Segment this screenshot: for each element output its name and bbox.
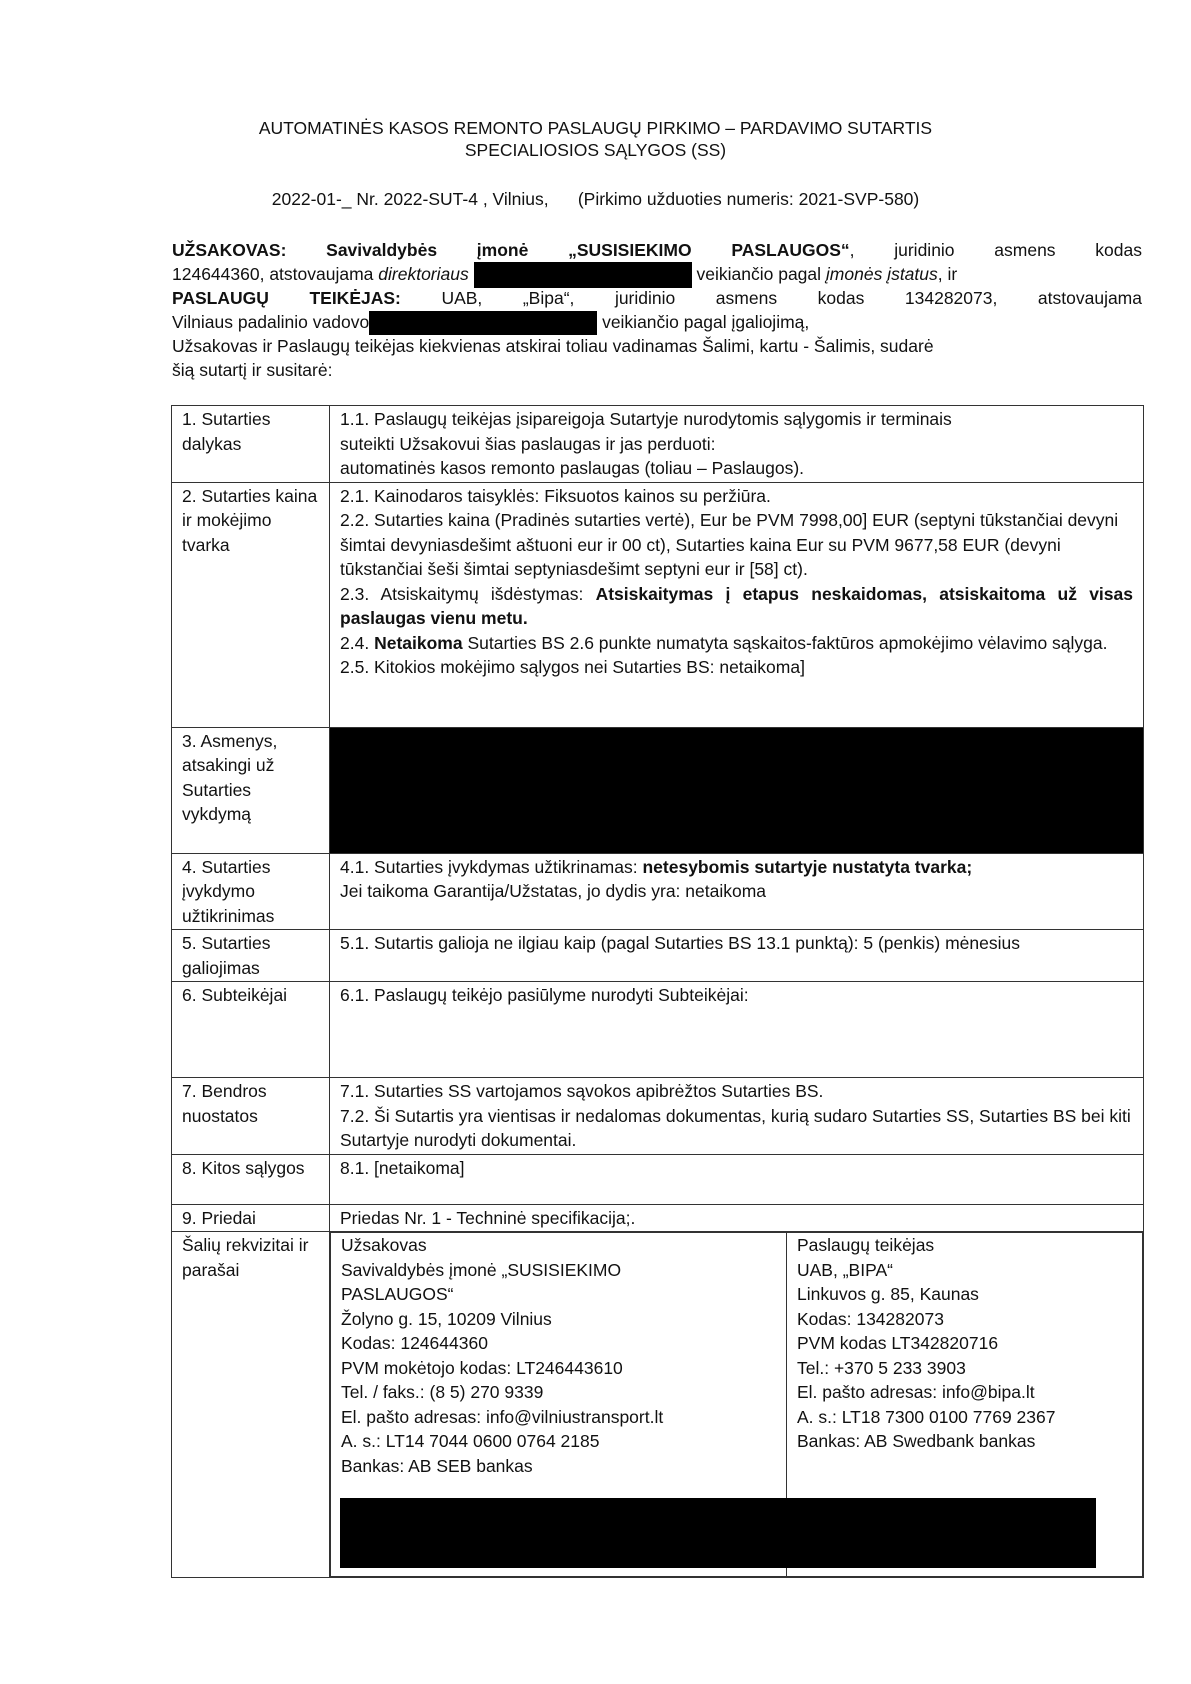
- table-row: [172, 1232, 1144, 1578]
- clause-1-1-subject: automatinės kasos remonto paslaugas (toliau – Paslaugos).: [340, 458, 805, 478]
- clause-2-4: [340, 631, 1133, 656]
- intro-line-3: [172, 286, 1142, 310]
- intro-line-4: [172, 310, 1142, 335]
- client-line: Kodas: 124644360: [341, 1333, 488, 1353]
- section-content: 6.1. Paslaugų teikėjo pasiūlyme nurodyti Subteikėjai:: [330, 982, 1144, 1078]
- table-row: [172, 727, 1144, 853]
- provider-line: El. pašto adresas: info@bipa.lt: [797, 1382, 1035, 1402]
- document-subtitle: SPECIALIOSIOS SĄLYGOS (SS): [464, 140, 727, 160]
- client-line: PASLAUGOS“: [341, 1284, 454, 1304]
- intro-line-2: [172, 262, 1142, 288]
- signatures-cell: [330, 1232, 1144, 1578]
- table-row: [172, 930, 1144, 982]
- conditions-table: [171, 405, 1144, 1578]
- section-label: 1. Sutarties dalykas: [172, 406, 330, 483]
- table-row: [172, 482, 1144, 727]
- clause-2-3-value: Atsiskaitymas į etapus neskaidomas, atsiskaitoma už visas paslaugas vienu metu.: [340, 583, 1133, 628]
- section-content: Priedas Nr. 1 - Techninė specifikacija;.: [330, 1204, 1144, 1232]
- section-label: 5. Sutarties galiojimas: [172, 930, 330, 982]
- client-line: Užsakovas: [341, 1235, 427, 1255]
- client-basis: įmonės įstatus: [825, 264, 938, 284]
- provider-line: UAB, „BIPA“: [797, 1259, 893, 1280]
- section-label: 7. Bendros nuostatos: [172, 1078, 330, 1155]
- clause-1-1: 1.1. Paslaugų teikėjas įsipareigoja Sutartyje nurodytomis sąlygomis ir terminais: [340, 409, 952, 429]
- client-rep-role: direktoriaus: [378, 264, 469, 284]
- clause-7-1: 7.1. Sutarties SS vartojamos sąvokos apibrėžtos Sutarties BS.: [340, 1081, 824, 1101]
- client-code-text: , juridinio asmens kodas: [849, 240, 1143, 260]
- section-label: 6. Subteikėjai: [172, 982, 330, 1078]
- section-content: [330, 482, 1144, 727]
- client-label: UŽSAKOVAS:: [172, 240, 287, 260]
- provider-text: UAB, „Bipa“, juridinio asmens kodas 134282073, atstovaujama: [441, 288, 1142, 308]
- clause-2-5: 2.5. Kitokios mokėjimo sąlygos nei Sutarties BS: netaikoma]: [340, 657, 805, 677]
- client-requisites: [331, 1233, 787, 1577]
- client-line: Bankas: AB SEB bankas: [341, 1455, 533, 1476]
- client-line: A. s.: LT14 7044 0600 0764 2185: [341, 1431, 600, 1451]
- clause-2-4-text: Sutarties BS 2.6 punkte numatyta sąskaitos-faktūros apmokėjimo vėlavimo sąlyga.: [467, 632, 1108, 653]
- clause-2-2: 2.2. Sutarties kaina (Pradinės sutarties vertė), Eur be PVM 7998,00] EUR (septyni tūkstančiai devyni šimtai devyniasdešimt aštuoni eur ir 00 ct), Sutarties kaina Eur su PVM 9677,58 EUR (devyni tūkstančiai šeši šimtai septyniasdešimt septyni eur ir [58] ct).: [340, 510, 1119, 579]
- client-line: Žolyno g. 15, 10209 Vilnius: [341, 1308, 552, 1329]
- provider-line: Linkuvos g. 85, Kaunas: [797, 1284, 979, 1304]
- section-content: [330, 1078, 1144, 1155]
- client-line: Tel. / faks.: (8 5) 270 9339: [341, 1382, 544, 1402]
- redacted-client-rep: [474, 262, 692, 288]
- client-acting: veikiančio pagal: [696, 264, 822, 284]
- clause-2-3-label: 2.3. Atsiskaitymų išdėstymas:: [340, 583, 584, 604]
- section-label: 4. Sutarties įvykdymo užtikrinimas: [172, 853, 330, 930]
- section-content: 5.1. Sutartis galioja ne ilgiau kaip (pagal Sutarties BS 13.1 punktą): 5 (penkis) mėnesius: [330, 930, 1144, 982]
- client-name: Savivaldybės įmonė „SUSISIEKIMO PASLAUGOS“: [326, 240, 850, 260]
- section-content: [330, 406, 1144, 483]
- intro-line-1: [172, 238, 1142, 262]
- section-label: 8. Kitos sąlygos: [172, 1154, 330, 1204]
- table-row: [172, 1204, 1144, 1232]
- section-label: Šalių rekvizitai ir parašai: [172, 1232, 330, 1578]
- clause-1-1-cont: suteikti Užsakovui šias paslaugas ir jas perduoti:: [340, 433, 716, 454]
- redacted-signatures: [340, 1498, 1096, 1568]
- client-code-line: 124644360, atstovaujama: [172, 264, 374, 284]
- clause-4-1: [340, 855, 1133, 880]
- provider-line: Tel.: +370 5 233 3903: [797, 1357, 966, 1378]
- purchase-task-number: (Pirkimo užduoties numeris: 2021-SVP-580): [577, 189, 920, 209]
- document-title: AUTOMATINĖS KASOS REMONTO PASLAUGŲ PIRKIMO – PARDAVIMO SUTARTIS: [258, 118, 933, 138]
- client-line: Savivaldybės įmonė „SUSISIEKIMO: [341, 1259, 622, 1280]
- intro-line-6: šią sutartį ir susitarė:: [172, 360, 333, 380]
- section-label: 2. Sutarties kaina ir mokėjimo tvarka: [172, 482, 330, 727]
- provider-line: A. s.: LT18 7300 0100 7769 2367: [797, 1406, 1056, 1427]
- section-label: 9. Priedai: [172, 1204, 330, 1232]
- clause-2-3: [340, 582, 1133, 631]
- provider-line: Paslaugų teikėjas: [797, 1235, 935, 1255]
- provider-rep-role: Vilniaus padalinio vadovo: [172, 312, 370, 332]
- client-line: El. pašto adresas: info@vilniustransport.lt: [341, 1406, 664, 1427]
- client-requisites-list: [341, 1233, 786, 1478]
- section-content: 8.1. [netaikoma]: [330, 1154, 1144, 1204]
- client-line: PVM mokėtojo kodas: LT246443610: [341, 1357, 623, 1378]
- table-row: [172, 1154, 1144, 1204]
- table-row: [172, 406, 1144, 483]
- table-row: [172, 1078, 1144, 1155]
- clause-4-guarantee: Jei taikoma Garantija/Užstatas, jo dydis yra: netaikoma: [340, 881, 767, 901]
- clause-2-1: 2.1. Kainodaros taisyklės: Fiksuotos kainos su peržiūra.: [340, 485, 771, 506]
- provider-line: Kodas: 134282073: [797, 1308, 944, 1329]
- table-row: [172, 853, 1144, 930]
- intro-line-5: Užsakovas ir Paslaugų teikėjas kiekvienas atskirai toliau vadinamas Šalimi, kartu - Šalimis, sudarė: [172, 336, 934, 356]
- clause-2-4-bold: Netaikoma: [374, 632, 463, 653]
- clause-7-2: 7.2. Ši Sutartis yra vientisas ir nedalomas dokumentas, kurią sudaro Sutarties SS, Sutarties BS bei kiti Sutartyje nurodyti dokumentai.: [340, 1105, 1131, 1150]
- provider-label: PASLAUGŲ TEIKĖJAS:: [172, 288, 401, 308]
- provider-line: Bankas: AB Swedbank bankas: [797, 1431, 1036, 1451]
- provider-line: PVM kodas LT342820716: [797, 1333, 999, 1353]
- client-and: , ir: [937, 264, 958, 284]
- clause-4-1-label: 4.1. Sutarties įvykdymas užtikrinamas:: [340, 856, 638, 877]
- contract-date-number: 2022-01-_ Nr. 2022-SUT-4 , Vilnius,: [271, 189, 549, 209]
- date-number-line: [0, 189, 1191, 210]
- provider-acting: veikiančio pagal įgaliojimą,: [602, 312, 810, 332]
- clause-2-4-num: 2.4.: [340, 632, 370, 653]
- clause-4-1-value: netesybomis sutartyje nustatyta tvarka;: [642, 856, 973, 877]
- section-label: 3. Asmenys, atsakingi už Sutarties vykdymą: [172, 727, 330, 853]
- signatures-table: [330, 1232, 1143, 1577]
- redacted-provider-rep: [369, 311, 597, 335]
- section-content: [330, 853, 1144, 930]
- provider-requisites-list: [797, 1233, 1142, 1454]
- table-row: [172, 982, 1144, 1078]
- redacted-responsible-persons: [330, 727, 1144, 853]
